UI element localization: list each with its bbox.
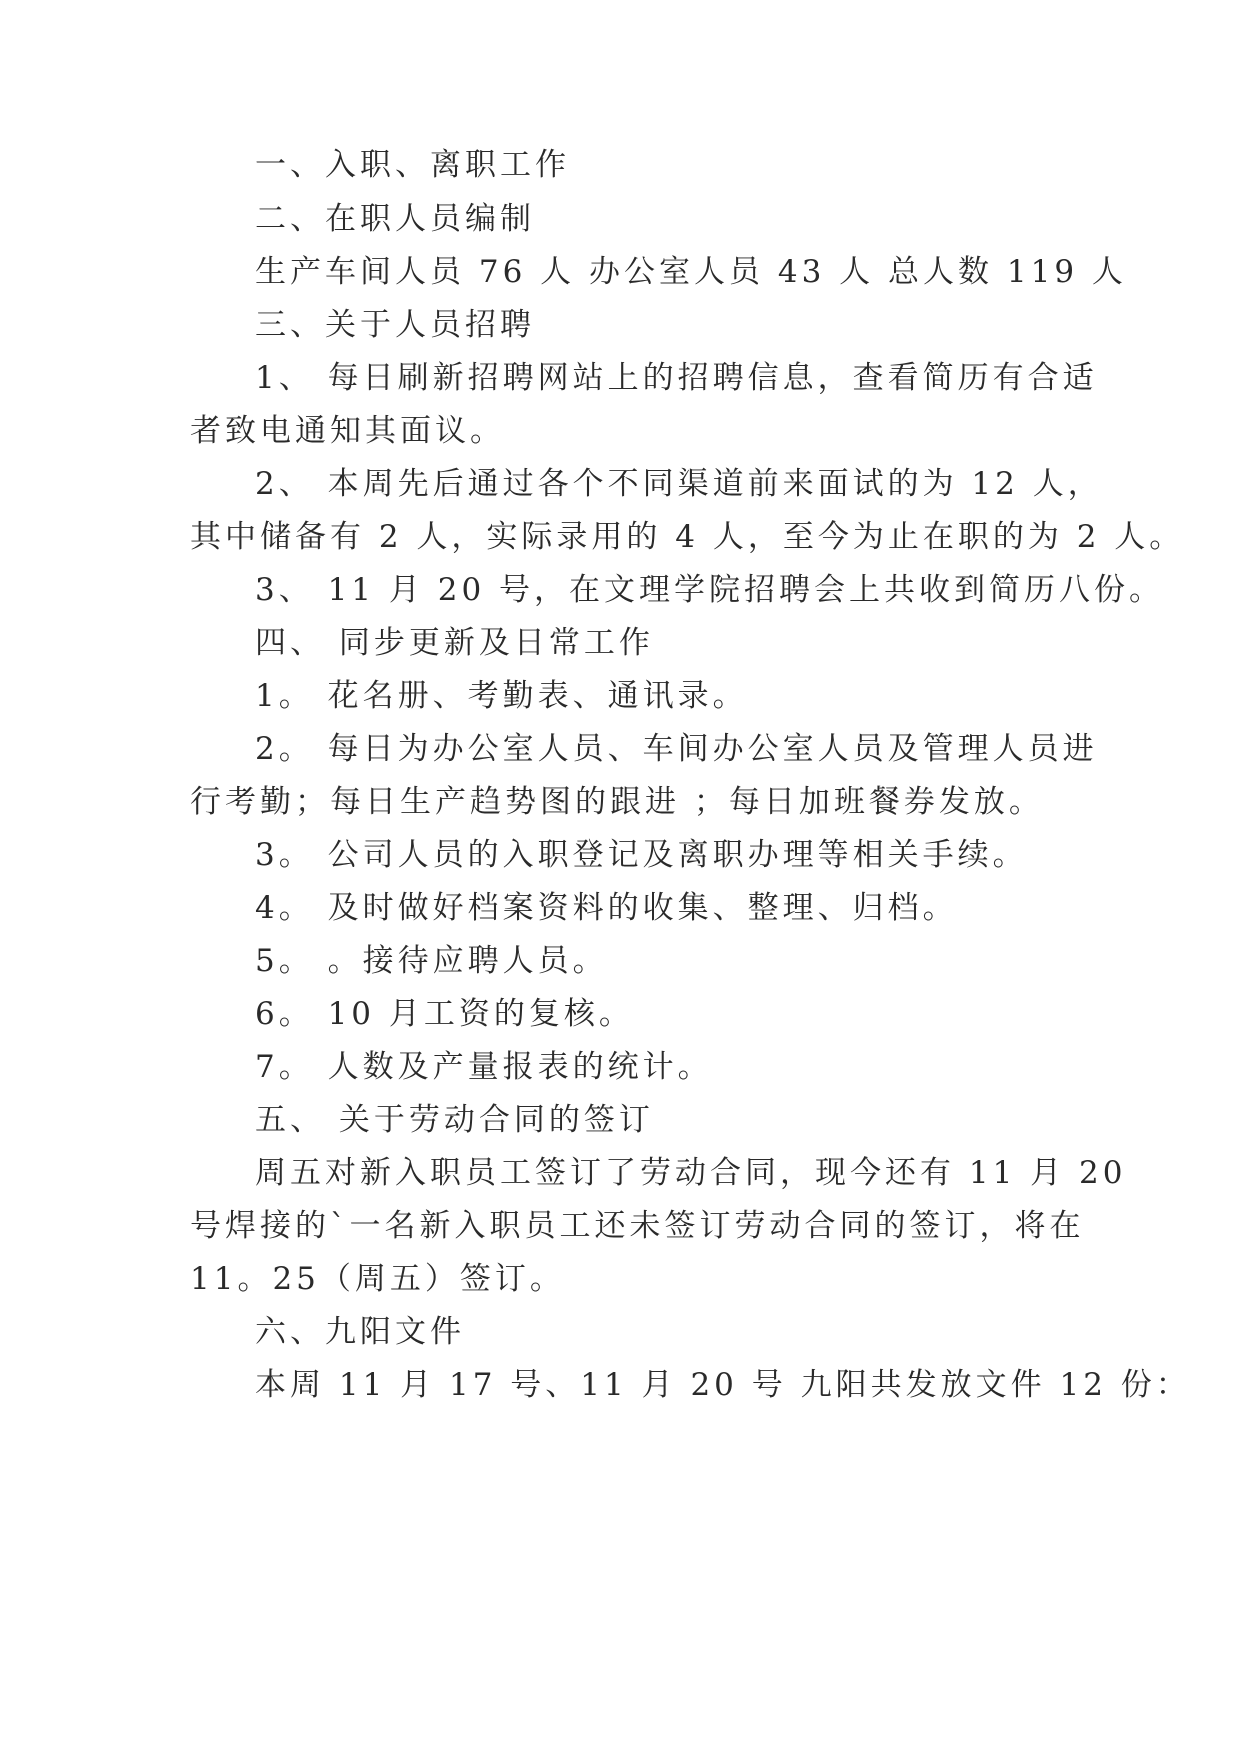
list-item: 1、 每日刷新招聘网站上的招聘信息，查看简历有合适: [255, 360, 1098, 396]
section-heading-1: 一、入职、离职工作: [255, 147, 570, 183]
list-item: 3。 公司人员的入职登记及离职办理等相关手续。: [255, 837, 1028, 873]
paragraph-line: 者致电通知其面议。: [190, 413, 505, 449]
list-item: 6。 10 月工资的复核。: [255, 996, 634, 1032]
paragraph-line: 其中储备有 2 人，实际录用的 4 人，至今为止在职的为 2 人。: [190, 519, 1185, 555]
list-item: 5。 。接待应聘人员。: [255, 943, 608, 979]
list-item: 4。 及时做好档案资料的收集、整理、归档。: [255, 890, 958, 926]
paragraph-line: 行考勤；每日生产趋势图的跟进 ；每日加班餐券发放。: [190, 784, 1044, 820]
paragraph-line: 周五对新入职员工签订了劳动合同，现今还有 11 月 20: [255, 1155, 1127, 1191]
section-heading-4: 四、 同步更新及日常工作: [255, 625, 654, 661]
list-item: 2、 本周先后通过各个不同渠道前来面试的为 12 人，: [255, 466, 1103, 502]
paragraph-line: 生产车间人员 76 人 办公室人员 43 人 总人数 119 人: [255, 254, 1127, 290]
list-item: 3、 11 月 20 号，在文理学院招聘会上共收到简历八份。: [255, 572, 1165, 608]
list-item: 7。 人数及产量报表的统计。: [255, 1049, 713, 1085]
paragraph-line: 本周 11 月 17 号、11 月 20 号 九阳共发放文件 12 份：: [255, 1367, 1191, 1403]
paragraph-line: 号焊接的`一名新入职员工还未签订劳动合同的签订，将在: [190, 1208, 1085, 1244]
list-item: 1。 花名册、考勤表、通讯录。: [255, 678, 748, 714]
list-item: 2。 每日为办公室人员、车间办公室人员及管理人员进: [255, 731, 1098, 767]
paragraph-line: 11。25（周五）签订。: [190, 1261, 565, 1297]
section-heading-5: 五、 关于劳动合同的签订: [255, 1102, 654, 1138]
section-heading-2: 二、在职人员编制: [255, 201, 535, 237]
section-heading-3: 三、关于人员招聘: [255, 307, 535, 343]
section-heading-6: 六、九阳文件: [255, 1314, 465, 1350]
